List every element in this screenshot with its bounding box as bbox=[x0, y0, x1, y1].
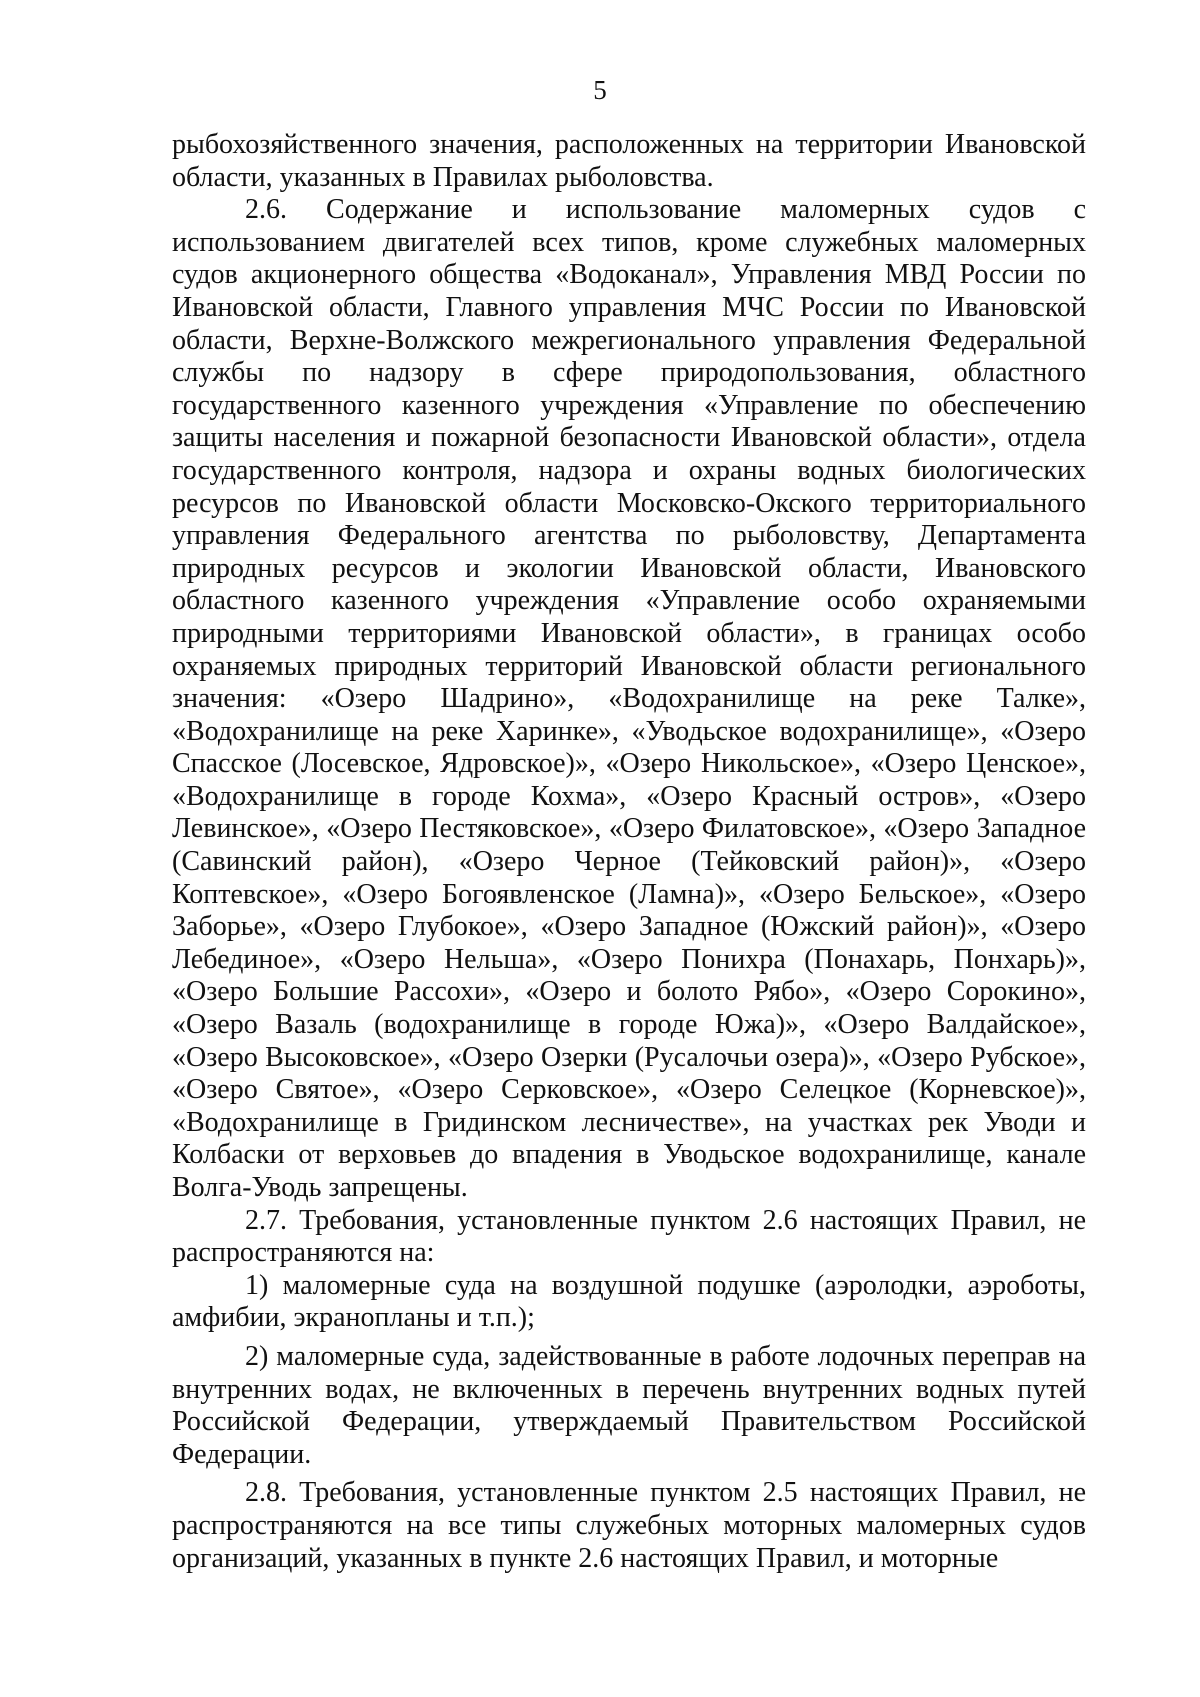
document-body bbox=[172, 129, 1086, 1575]
paragraph-2-6: 2.6. Содержание и использование маломерных судов с использованием двигателей всех типов, кроме служебных маломерных судов акционерного общества «Водоканал», Управления МВД России по Ивановской области, Главного управления МЧС России по Ивановской области, Верхне-Волжского межрегионального управления Федеральной службы по надзору в сфере природопользования, областного государственного казенного учреждения «Управление по обеспечению защиты населения и пожарной безопасности Ивановской области», отдела государственного контроля, надзора и охраны водных биологических ресурсов по Ивановской области Московско-Окского территориального управления Федерального агентства по рыболовству, Департамента природных ресурсов и экологии Ивановской области, Ивановского областного казенного учреждения «Управление особо охраняемыми природными территориями Ивановской области», в границах особо охраняемых природных территорий Ивановской области регионального значения: «Озеро Шадрино», «Водохранилище на реке Талке», «Водохранилище на реке Харинке», «Уводьское водохранилище», «Озеро Спасское (Лосевское, Ядровское)», «Озеро Никольское», «Озеро Ценское», «Водохранилище в городе Кохма», «Озеро Красный остров», «Озеро Левинское», «Озеро Пестяковское», «Озеро Филатовское», «Озеро Западное (Савинский район), «Озеро Черное (Тейковский район)», «Озеро Коптевское», «Озеро Богоявленское (Ламна)», «Озеро Бельское», «Озеро Заборье», «Озеро Глубокое», «Озеро Западное (Южский район)», «Озеро Лебединое», «Озеро Нельша», «Озеро Понихра (Понахарь, Понхарь)», «Озеро Большие Рассохи», «Озеро и болото Рябо», «Озеро Сорокино», «Озеро Вазаль (водохранилище в городе Южа)», «Озеро Валдайское», «Озеро Высоковское», «Озеро Озерки (Русалочьи озера)», «Озеро Рубское», «Озеро Святое», «Озеро Серковское», «Озеро Селецкое (Корневское)», «Водохранилище в Гридинском лесничестве», на участках рек Уводи и Колбаски от верховьев до впадения в Уводьское водохранилище, канале Волга-Уводь запрещены. bbox=[172, 194, 1086, 1203]
paragraph-2-7-item-2: 2) маломерные суда, задействованные в работе лодочных переправ на внутренних водах, не включенных в перечень внутренних водных путей Российской Федерации, утверждаемый Правительством Российской Федерации. bbox=[172, 1340, 1086, 1470]
paragraph-continuation: рыбохозяйственного значения, расположенных на территории Ивановской области, указанных в Правилах рыболовства. bbox=[172, 129, 1086, 193]
paragraph-2-8: 2.8. Требования, установленные пунктом 2.5 настоящих Правил, не распространяются на все типы служебных моторных маломерных судов организаций, указанных в пункте 2.6 настоящих Правил, и моторные bbox=[172, 1477, 1086, 1574]
paragraph-2-7: 2.7. Требования, установленные пунктом 2.6 настоящих Правил, не распространяются на: bbox=[172, 1204, 1086, 1269]
page-number: 5 bbox=[593, 75, 607, 105]
paragraph-2-7-item-1: 1) маломерные суда на воздушной подушке (аэролодки, аэроботы, амфибии, экранопланы и т.п.); bbox=[172, 1269, 1086, 1334]
